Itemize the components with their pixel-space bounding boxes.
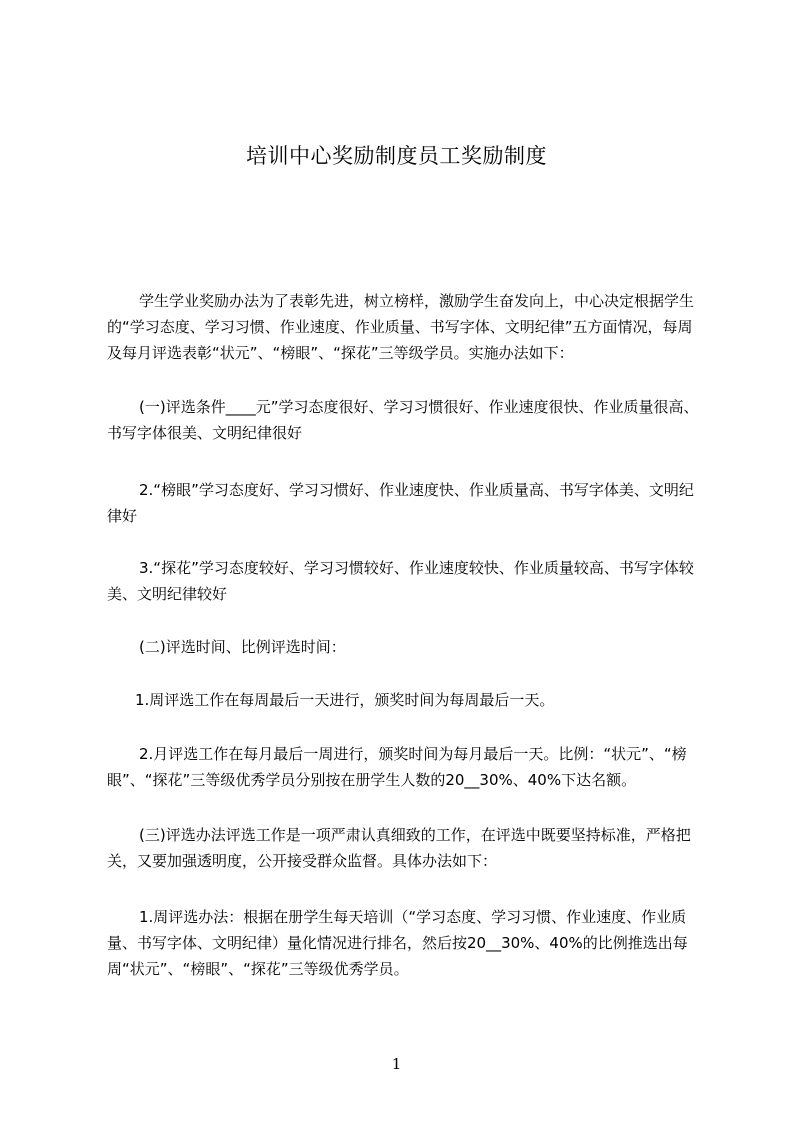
paragraph-weekly: 1.周评选工作在每周最后一天进行，颁奖时间为每周最后一天。 <box>135 691 555 709</box>
paragraph-time-heading: (二)评选时间、比例评选时间： <box>139 638 346 656</box>
paragraph-monthly: 2.月评选工作在每月最后一周进行，颁奖时间为每月最后一天。比例：“状元”、“榜眼”、“探花”三等级优秀学员分别按在册学生人数的20__30%、40%下达名额。 <box>107 745 687 789</box>
paragraph-criteria-2: 2.“榜眼”学习态度好、学习习惯好、作业速度快、作业质量高、书写字体美、文明纪律好 <box>107 481 694 525</box>
paragraph-criteria-3: 3.“探花”学习态度较好、学习习惯较好、作业速度较快、作业质量较高、书写字体较美、文明纪律较好 <box>107 559 694 603</box>
page-number: 1 <box>391 1055 402 1073</box>
paragraph-intro: 学生学业奖励办法为了表彰先进，树立榜样，激励学生奋发向上，中心决定根据学生的“学习态度、学习习惯、作业速度、作业质量、书写字体、文明纪律”五方面情况，每周及每月评选表彰“状元”、“榜眼”、“探花”三等级学员。实施办法如下： <box>107 292 695 362</box>
paragraph-method-heading: (三)评选办法评选工作是一项严肃认真细致的工作，在评选中既要坚持标准，严格把关，又要加强透明度，公开接受群众监督。具体办法如下： <box>107 826 691 870</box>
document-title: 培训中心奖励制度员工奖励制度 <box>246 144 547 168</box>
paragraph-weekly-method: 1.周评选办法：根据在册学生每天培训（“学习态度、学习习惯、作业速度、作业质量、书写字体、文明纪律）量化情况进行排名，然后按20__30%、40%的比例推选出每周“状元”、“榜眼”、“探花”三等级优秀学员。 <box>107 908 688 978</box>
paragraph-criteria-1: (一)评选条件____元”学习态度很好、学习习惯很好、作业速度很快、作业质量很高、书写字体很美、文明纪律很好 <box>107 398 699 442</box>
